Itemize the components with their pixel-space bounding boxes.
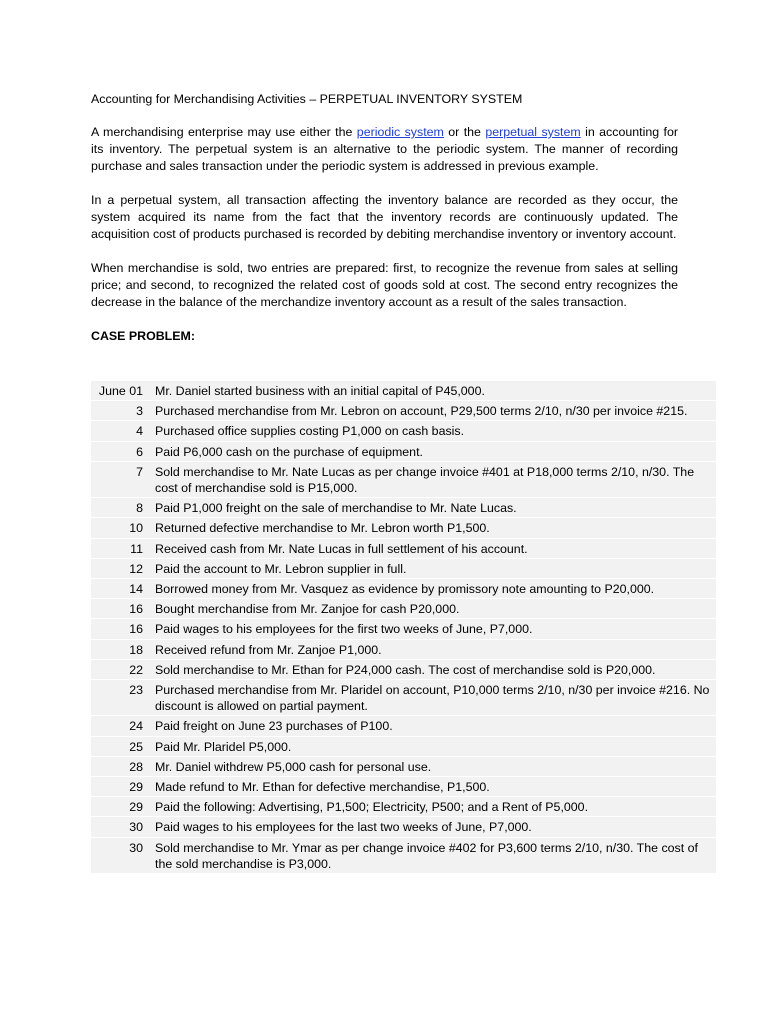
transaction-row [91, 559, 716, 579]
transaction-date: 18 [129, 642, 143, 657]
transaction-description: Paid freight on June 23 purchases of P100. [155, 719, 393, 734]
transaction-description: Paid P6,000 cash on the purchase of equipment. [155, 444, 423, 459]
transaction-row [91, 757, 716, 777]
transaction-row [91, 381, 716, 401]
document-body [91, 91, 678, 344]
transaction-description: Paid Mr. Plaridel P5,000. [155, 739, 292, 754]
transaction-date: 29 [129, 780, 143, 795]
transaction-date: 12 [129, 561, 143, 576]
intro-text-middle: or the [443, 125, 486, 139]
transaction-description: Purchased office supplies costing P1,000 on cash basis. [155, 424, 465, 439]
transaction-date: 14 [129, 582, 143, 597]
transaction-date: 16 [129, 602, 143, 617]
transaction-description: Mr. Daniel started business with an initial capital of P45,000. [155, 384, 485, 398]
transaction-row [91, 680, 716, 716]
transaction-row [91, 539, 716, 559]
transaction-row [91, 401, 716, 421]
transaction-date: 3 [136, 404, 143, 419]
perpetual-system-link[interactable]: perpetual system [485, 125, 581, 139]
transaction-date: 28 [129, 759, 143, 774]
transaction-row [91, 737, 716, 757]
transaction-description: Bought merchandise from Mr. Zanjoe for cash P20,000. [155, 602, 460, 617]
transaction-date: 30 [129, 820, 143, 835]
transaction-row [91, 498, 716, 518]
transaction-row [91, 838, 716, 874]
transaction-row [91, 442, 716, 462]
transaction-row [91, 619, 716, 639]
transaction-date: 25 [129, 739, 143, 754]
transaction-date: 24 [129, 719, 143, 734]
transaction-row [91, 660, 716, 680]
transaction-date: 30 [129, 840, 143, 855]
transaction-row [91, 640, 716, 660]
transaction-row [91, 518, 716, 538]
transaction-date: 22 [129, 662, 143, 677]
transaction-row [91, 716, 716, 736]
intro-paragraph [91, 124, 678, 175]
transactions-table [91, 381, 716, 874]
transaction-description: Mr. Daniel withdrew P5,000 cash for personal use. [155, 759, 432, 774]
periodic-system-link[interactable]: periodic system [356, 125, 444, 139]
transaction-description: Paid P1,000 freight on the sale of merchandise to Mr. Nate Lucas. [155, 501, 517, 516]
case-problem-heading: CASE PROBLEM: [91, 329, 195, 343]
transaction-date: 4 [136, 424, 143, 439]
transaction-description: Sold merchandise to Mr. Ethan for P24,000 cash. The cost of merchandise sold is P20,000. [155, 662, 656, 677]
transaction-date: 8 [136, 501, 143, 516]
transaction-description: Paid the account to Mr. Lebron supplier in full. [155, 561, 407, 576]
transaction-description: Paid wages to his employees for the first two weeks of June, P7,000. [155, 622, 533, 637]
transaction-date: 29 [129, 800, 143, 815]
transaction-row [91, 777, 716, 797]
perpetual-paragraph: In a perpetual system, all transaction affecting the inventory balance are recorded as they occur, the system acquired its name from the fact that the inventory records are continuously updated. The acquisition cost of products purchased is recorded by debiting merchandise inventory or inventory account. [91, 193, 678, 241]
transaction-date: June 01 [98, 384, 143, 398]
transaction-date: 11 [130, 541, 143, 556]
transaction-description: Returned defective merchandise to Mr. Lebron worth P1,500. [155, 521, 490, 536]
transaction-date: 7 [136, 464, 143, 479]
transaction-row [91, 421, 716, 441]
transaction-description: Borrowed money from Mr. Vasquez as evidence by promissory note amounting to P20,000. [155, 582, 655, 597]
transaction-date: 23 [129, 683, 143, 698]
transaction-row [91, 797, 716, 817]
transaction-description: Received cash from Mr. Nate Lucas in full settlement of his account. [155, 541, 528, 556]
transaction-description: Paid the following: Advertising, P1,500; Electricity, P500; and a Rent of P5,000. [155, 800, 589, 815]
transaction-date: 6 [136, 444, 143, 459]
transaction-row [91, 462, 716, 498]
transaction-row [91, 817, 716, 837]
transaction-row [91, 599, 716, 619]
transaction-description: Made refund to Mr. Ethan for defective merchandise, P1,500. [155, 780, 490, 795]
intro-text-before: A merchandising enterprise may use either the [91, 125, 357, 139]
transaction-description: Purchased merchandise from Mr. Lebron on account, P29,500 terms 2/10, n/30 per invoice #215. [155, 404, 688, 419]
transaction-date: 10 [129, 521, 143, 536]
transaction-description: Sold merchandise to Mr. Ymar as per change invoice #402 for P3,600 terms 2/10, n/30. The cost of the sold merchandise is P3,000. [155, 840, 698, 871]
transaction-description: Sold merchandise to Mr. Nate Lucas as per change invoice #401 at P18,000 terms 2/10, n/30. The cost of merchandise sold is P15,000. [155, 464, 695, 496]
transaction-description: Received refund from Mr. Zanjoe P1,000. [155, 642, 382, 657]
transaction-description: Purchased merchandise from Mr. Plaridel on account, P10,000 terms 2/10, n/30 per invoice #216. No discount is allowed on partial payment. [155, 683, 710, 714]
intro-text-after: in accounting for its inventory. The perpetual system is an alternative to the periodic system. The manner of recording purchase and sales transaction under the periodic system is addressed in previous example. [91, 125, 678, 173]
transaction-description: Paid wages to his employees for the last two weeks of June, P7,000. [155, 820, 532, 835]
sales-paragraph: When merchandise is sold, two entries are prepared: first, to recognize the revenue from sales at selling price; and second, to recognized the related cost of goods sold at cost. The second entry recognizes the decrease in the balance of the merchandize inventory account as a result of the sales transaction. [91, 261, 678, 309]
transaction-date: 16 [129, 622, 143, 637]
document-title: Accounting for Merchandising Activities – PERPETUAL INVENTORY SYSTEM [91, 92, 523, 106]
transaction-row [91, 579, 716, 599]
